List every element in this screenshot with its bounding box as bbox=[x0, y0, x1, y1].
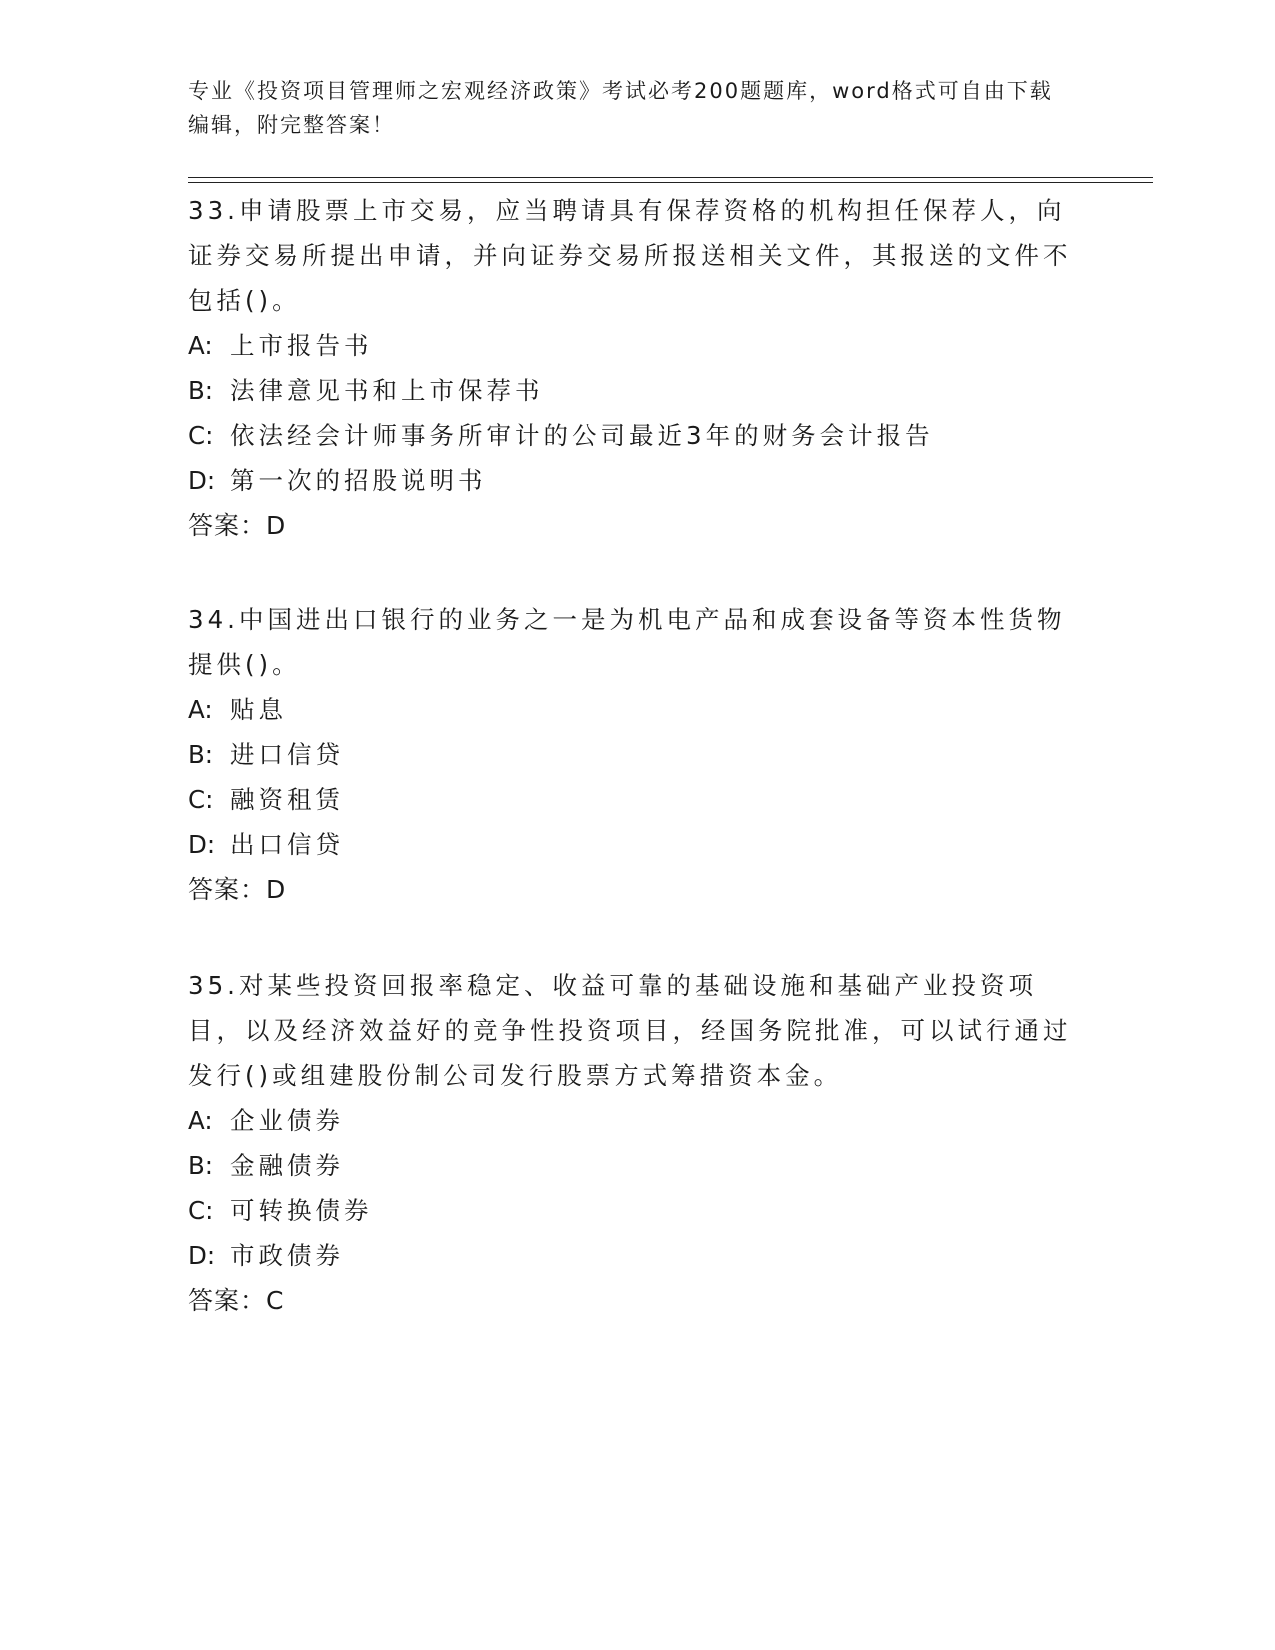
answer: 答案：D bbox=[188, 511, 287, 540]
option-c bbox=[188, 1188, 1088, 1233]
header-divider-top bbox=[188, 177, 1153, 178]
option-text: 企业债券 bbox=[230, 1106, 344, 1135]
option-text: 法律意见书和上市保荐书 bbox=[230, 376, 544, 405]
question-text: 35.对某些投资回报率稳定、收益可靠的基础设施和基础产业投资项目，以及经济效益好的竞争性投资项目，经国务院批准，可以试行通过发行()或组建股份制公司发行股票方式筹措资本金。 bbox=[188, 971, 1072, 1090]
option-text: 上市报告书 bbox=[230, 331, 373, 360]
option-letter: D: bbox=[188, 830, 216, 859]
question-34 bbox=[188, 597, 1088, 913]
header-divider-bottom bbox=[188, 182, 1153, 183]
option-text: 融资租赁 bbox=[230, 785, 344, 814]
option-c bbox=[188, 777, 1088, 822]
question-35 bbox=[188, 963, 1088, 1324]
option-c bbox=[188, 413, 1088, 458]
option-text: 可转换债券 bbox=[230, 1196, 373, 1225]
option-text: 第一次的招股说明书 bbox=[230, 466, 487, 495]
option-letter: A: bbox=[188, 331, 213, 360]
option-b bbox=[188, 1143, 1088, 1188]
option-letter: D: bbox=[188, 1241, 216, 1270]
option-letter: D: bbox=[188, 466, 216, 495]
option-text: 出口信贷 bbox=[230, 830, 344, 859]
option-b bbox=[188, 732, 1088, 777]
option-text: 市政债券 bbox=[230, 1241, 344, 1270]
option-letter: C: bbox=[188, 1196, 214, 1225]
option-a bbox=[188, 323, 1088, 368]
question-33 bbox=[188, 188, 1088, 549]
option-letter: C: bbox=[188, 421, 214, 450]
option-letter: C: bbox=[188, 785, 214, 814]
answer: 答案：C bbox=[188, 1286, 285, 1315]
option-text: 金融债券 bbox=[230, 1151, 344, 1180]
question-text: 34.中国进出口银行的业务之一是为机电产品和成套设备等资本性货物提供()。 bbox=[188, 605, 1066, 679]
option-d bbox=[188, 458, 1088, 503]
option-a bbox=[188, 1098, 1088, 1143]
option-d bbox=[188, 822, 1088, 867]
document-header: 专业《投资项目管理师之宏观经济政策》考试必考200题题库，word格式可自由下载编辑，附完整答案！ bbox=[188, 79, 1053, 137]
option-text: 进口信贷 bbox=[230, 740, 344, 769]
option-letter: A: bbox=[188, 695, 213, 724]
option-text: 依法经会计师事务所审计的公司最近3年的财务会计报告 bbox=[230, 421, 934, 450]
answer: 答案：D bbox=[188, 875, 287, 904]
option-d bbox=[188, 1233, 1088, 1278]
option-text: 贴息 bbox=[230, 695, 287, 724]
option-letter: B: bbox=[188, 376, 214, 405]
option-b bbox=[188, 368, 1088, 413]
option-a bbox=[188, 687, 1088, 732]
question-text: 33.申请股票上市交易，应当聘请具有保荐资格的机构担任保荐人，向证券交易所提出申请，并向证券交易所报送相关文件，其报送的文件不包括()。 bbox=[188, 196, 1072, 315]
option-letter: A: bbox=[188, 1106, 213, 1135]
option-letter: B: bbox=[188, 1151, 214, 1180]
option-letter: B: bbox=[188, 740, 214, 769]
